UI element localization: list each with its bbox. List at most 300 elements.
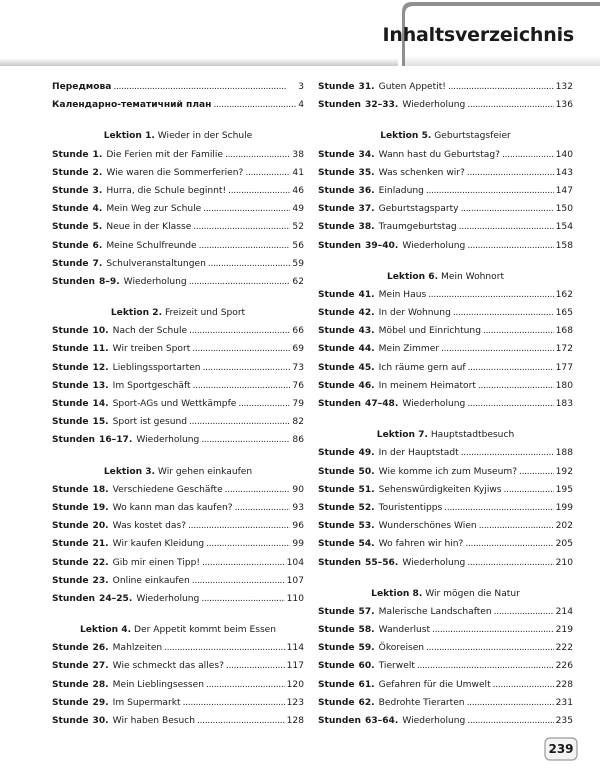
toc-entry[interactable] [318, 676, 573, 694]
entry-number: 6. [92, 240, 103, 251]
leader-dots [164, 639, 284, 657]
toc-entry[interactable] [318, 146, 573, 164]
page-ref: 93 [292, 502, 304, 513]
entry-label: Stunde [318, 679, 355, 690]
toc-entry[interactable] [52, 554, 304, 572]
entry-label: Stunde [52, 362, 89, 373]
leader-dots [467, 694, 554, 712]
toc-entry[interactable] [52, 572, 304, 590]
entry-label: Stunde [52, 716, 89, 726]
entry-title: Sport-AGs und Wettkämpfe [112, 399, 237, 409]
page-ref: 136 [555, 100, 573, 111]
entry-number: 5. [92, 222, 103, 233]
toc-entry[interactable] [52, 413, 304, 431]
entry-title: Wiederholung [402, 100, 466, 111]
page-ref: 154 [555, 222, 573, 233]
page-ref: 82 [292, 417, 304, 428]
entry-title: Wiederholung [402, 557, 466, 568]
toc-entry[interactable] [318, 359, 573, 377]
toc-entry[interactable] [318, 621, 573, 639]
entry-label: Stunde [318, 362, 355, 373]
entry-label: Stunde [52, 204, 89, 215]
leader-dots [467, 237, 553, 255]
page-ref: 228 [555, 679, 573, 690]
entry-label: Stunden [318, 716, 361, 726]
entry-number: 24–25. [99, 593, 133, 604]
entry-number: 50. [358, 466, 375, 477]
entry-title: Sport ist gesund [112, 417, 188, 428]
leader-dots [417, 657, 554, 675]
lesson-title: Hauptstadtbesuch [430, 430, 515, 441]
entry-number: 38. [358, 222, 375, 233]
leader-dots [432, 621, 554, 639]
toc-column-left [52, 78, 304, 730]
entry-number: 20. [92, 521, 109, 532]
entry-number: 11. [92, 344, 109, 355]
page-ref: 162 [555, 289, 573, 300]
entry-label: Stunde [318, 448, 355, 459]
toc-entry[interactable] [52, 237, 304, 255]
entry-title: Guten Appetit! [378, 82, 446, 92]
entry-label: Stunde [52, 417, 89, 428]
leader-dots [206, 676, 285, 694]
entry-number: 49. [358, 448, 375, 459]
leader-dots [201, 431, 290, 449]
toc-entry[interactable] [318, 340, 573, 358]
lesson-title: Mein Wohnort [441, 271, 505, 282]
entry-title: Nach der Schule [112, 326, 188, 337]
page-ref: 3 [298, 82, 304, 92]
entry-number: 14. [92, 399, 109, 409]
page-ref: 117 [286, 661, 304, 672]
lesson-heading [318, 426, 573, 444]
toc-entry[interactable] [318, 712, 573, 730]
toc-entry[interactable] [318, 182, 573, 200]
page-ref: 235 [555, 716, 573, 726]
page-ref: 165 [555, 308, 573, 319]
page-ref: 4 [298, 100, 304, 111]
toc-entry[interactable] [52, 535, 304, 553]
entry-label: Stunde [318, 344, 355, 355]
toc-entry[interactable] [318, 481, 573, 499]
toc-entry[interactable] [318, 218, 573, 236]
entry-label: Stunde [318, 308, 355, 319]
entry-title: Online einkaufen [112, 575, 190, 586]
entry-label: Stunde [318, 167, 355, 178]
toc-entry[interactable] [52, 499, 304, 517]
entry-label: Stunde [52, 149, 89, 160]
toc-entry[interactable] [52, 200, 304, 218]
lesson-groups-right [318, 127, 573, 730]
entry-label: Stunden [52, 593, 95, 604]
entry-label: Stunde [52, 167, 89, 178]
lesson-heading [318, 127, 573, 145]
entry-label: Stunde [52, 679, 89, 690]
page-ref: 210 [555, 557, 573, 568]
entry-label: Stunden [318, 240, 361, 251]
toc-entry[interactable] [318, 444, 573, 462]
entry-title: Wanderlust [378, 625, 431, 636]
page-ref: 128 [286, 716, 304, 726]
entry-number: 28. [92, 679, 109, 690]
page-ref: 79 [292, 399, 304, 409]
page-ref: 56 [292, 240, 304, 251]
entry-title: Wiederholung [123, 276, 187, 287]
toc-entry[interactable] [318, 499, 573, 517]
leader-dots [493, 676, 554, 694]
entry-title: Was kostet das? [112, 521, 187, 532]
toc-entry[interactable] [52, 639, 304, 657]
entry-label: Stunde [52, 222, 89, 233]
header-tab [0, 0, 600, 66]
entry-title: In der Wohnung [378, 308, 451, 319]
toc-entry[interactable] [318, 603, 573, 621]
entry-title: In meinem Heimatort [378, 380, 476, 391]
front-matter-title: Передмова [52, 82, 112, 92]
page-ref: 195 [555, 484, 573, 495]
entry-title: Wir kaufen Kleidung [112, 539, 205, 550]
entry-label: Stunde [318, 539, 355, 550]
entry-number: 59. [358, 643, 375, 654]
page-ref: 38 [292, 149, 304, 160]
page-ref: 180 [555, 380, 573, 391]
entry-number: 63–64. [365, 716, 399, 726]
toc-entry[interactable] [52, 255, 304, 273]
toc-entry[interactable] [318, 96, 573, 114]
entry-number: 53. [358, 521, 375, 532]
entry-label: Stunde [318, 289, 355, 300]
entry-number: 32–33. [365, 100, 399, 111]
entry-title: Die Ferien mit der Familie [106, 149, 224, 160]
leader-dots [479, 517, 554, 535]
leader-dots [183, 694, 285, 712]
leader-dots [448, 78, 554, 96]
toc-entry[interactable] [318, 535, 573, 553]
leader-dots [468, 359, 554, 377]
leader-dots [467, 395, 553, 413]
page-ref: 202 [555, 521, 573, 532]
toc-entry[interactable] [318, 657, 573, 675]
lesson-label: Lektion 1. [103, 131, 155, 142]
toc-entry[interactable] [52, 676, 304, 694]
entry-number: 8–9. [99, 276, 120, 287]
lesson-label: Lektion 7. [376, 430, 428, 441]
entry-title: In der Hauptstadt [378, 448, 459, 459]
page-ref: 123 [286, 697, 304, 708]
entry-label: Stunden [52, 276, 95, 287]
leader-dots [206, 535, 290, 553]
toc-entry[interactable] [318, 694, 573, 712]
page-ref: 231 [555, 697, 573, 708]
entry-number: 35. [358, 167, 375, 178]
entry-number: 61. [358, 679, 375, 690]
entry-title: Wir treiben Sport [112, 344, 191, 355]
entry-number: 2. [92, 167, 103, 178]
entry-number: 44. [358, 344, 375, 355]
entry-label: Stunde [318, 149, 355, 160]
entry-number: 31. [358, 82, 375, 92]
leader-dots [235, 499, 291, 517]
toc-entry[interactable] [318, 200, 573, 218]
entry-label: Stunde [52, 521, 89, 532]
leader-dots [208, 255, 291, 273]
entry-label: Stunde [52, 697, 89, 708]
toc-entry[interactable] [52, 657, 304, 675]
leader-dots [467, 164, 554, 182]
leader-dots [199, 237, 291, 255]
toc-entry[interactable] [52, 712, 304, 730]
entry-label: Stunde [52, 557, 89, 568]
front-matter-item[interactable] [52, 78, 304, 96]
page-ref: 62 [292, 276, 304, 287]
front-matter-item[interactable] [52, 96, 304, 114]
lesson-title: Freizeit und Sport [164, 308, 246, 319]
entry-number: 43. [358, 326, 375, 337]
leader-dots [202, 554, 285, 572]
toc-entry[interactable] [52, 273, 304, 291]
toc-entry[interactable] [318, 554, 573, 572]
entry-title: Lieblingssportarten [112, 362, 201, 373]
entry-title: Traumgeburtstag [378, 222, 457, 233]
toc-entry[interactable] [318, 322, 573, 340]
leader-dots [426, 182, 554, 200]
leader-dots [426, 639, 554, 657]
entry-label: Stunde [52, 326, 89, 337]
entry-number: 54. [358, 539, 375, 550]
entry-title: Wann hast du Geburtstag? [378, 149, 500, 160]
entry-label: Stunde [318, 185, 355, 196]
leader-dots [189, 413, 290, 431]
toc-entry[interactable] [52, 377, 304, 395]
toc-entry[interactable] [52, 395, 304, 413]
entry-number: 16–17. [99, 435, 133, 446]
leader-dots [189, 273, 291, 291]
leader-dots [428, 286, 553, 304]
entry-number: 47–48. [365, 399, 399, 409]
entry-number: 15. [92, 417, 109, 428]
lesson-heading [318, 268, 573, 286]
page-ref: 107 [286, 575, 304, 586]
entry-number: 51. [358, 484, 375, 495]
entry-label: Stunden [318, 399, 361, 409]
toc-entry[interactable] [52, 359, 304, 377]
entry-number: 45. [358, 362, 375, 373]
entry-number: 21. [92, 539, 109, 550]
lesson-label: Lektion 5. [380, 131, 432, 142]
entry-title: Hurra, die Schule beginnt! [106, 185, 227, 196]
entry-number: 62. [358, 697, 375, 708]
lesson-heading [52, 463, 304, 481]
entry-label: Stunden [52, 435, 95, 446]
entry-title: Mein Weg zur Schule [106, 204, 202, 215]
page-ref: 46 [292, 185, 304, 196]
entry-label: Stunde [52, 539, 89, 550]
lesson-continuation [318, 78, 573, 114]
toc-entry[interactable] [52, 590, 304, 608]
leader-dots [441, 340, 554, 358]
entry-label: Stunde [318, 380, 355, 391]
toc-entry[interactable] [318, 237, 573, 255]
lesson-label: Lektion 8. [371, 588, 423, 599]
toc-entry[interactable] [52, 322, 304, 340]
toc-entry[interactable] [52, 694, 304, 712]
entry-title: Wo kann man das kaufen? [112, 502, 233, 513]
lesson-groups-left [52, 127, 304, 730]
entry-label: Stunde [318, 204, 355, 215]
lesson-title: Wir mögen die Natur [425, 588, 520, 599]
lesson-heading [52, 304, 304, 322]
entry-title: Geburtstagsparty [378, 204, 459, 215]
entry-title: Sehenswürdigkeiten Kyjiws [378, 484, 502, 495]
lesson-label: Lektion 6. [386, 271, 439, 282]
leader-dots [193, 377, 291, 395]
page-ref: 226 [555, 661, 573, 672]
leader-dots [461, 200, 554, 218]
leader-dots [502, 146, 554, 164]
page-ref: 120 [286, 679, 304, 690]
entry-title: Mein Zimmer [378, 344, 440, 355]
leader-dots [203, 359, 291, 377]
toc-entry[interactable] [318, 78, 573, 96]
page-ref: 188 [555, 448, 573, 459]
entry-title: Gib mir einen Tipp! [112, 557, 201, 568]
entry-label: Stunde [318, 484, 355, 495]
leader-dots [494, 603, 554, 621]
entry-number: 18. [92, 484, 109, 495]
page-number-badge [544, 737, 578, 761]
leader-dots [483, 322, 554, 340]
page-ref: 41 [292, 167, 304, 178]
leader-dots [189, 322, 290, 340]
entry-title: Ich räume gern auf [378, 362, 466, 373]
leader-dots [192, 340, 290, 358]
entry-title: Wiederholung [136, 593, 200, 604]
leader-dots [461, 444, 554, 462]
toc-entry[interactable] [52, 146, 304, 164]
toc-entry[interactable] [52, 517, 304, 535]
toc-entry[interactable] [318, 639, 573, 657]
leader-dots [467, 554, 553, 572]
entry-title: Ökoreisen [378, 643, 425, 654]
entry-title: Mein Haus [378, 289, 427, 300]
entry-label: Stunden [318, 100, 361, 111]
entry-title: Was schenken wir? [378, 167, 465, 178]
entry-title: Wo fahren wir hin? [378, 539, 464, 550]
lesson-label: Lektion 2. [110, 308, 163, 319]
entry-title: Möbel und Einrichtung [378, 326, 481, 337]
lesson-label: Lektion 4. [79, 625, 132, 636]
page-ref: 177 [555, 362, 573, 373]
toc-entry[interactable] [52, 218, 304, 236]
entry-number: 57. [358, 606, 375, 617]
entry-number: 27. [92, 661, 109, 672]
page-ref: 140 [555, 149, 573, 160]
entry-title: Verschiedene Geschäfte [112, 484, 223, 495]
page-ref: 99 [292, 539, 304, 550]
entry-label: Stunde [52, 502, 89, 513]
page-title: Inhaltsverzeichnis [382, 24, 574, 46]
toc-column-right [318, 78, 573, 730]
entry-number: 7. [92, 258, 103, 269]
entry-title: Wunderschönes Wien [378, 521, 477, 532]
entry-title: Im Supermarkt [112, 697, 181, 708]
entry-label: Stunde [52, 258, 89, 269]
entry-title: Im Sportgeschäft [112, 380, 191, 391]
leader-dots [113, 78, 296, 96]
entry-title: Bedrohte Tierarten [378, 697, 465, 708]
entry-title: Meine Schulfreunde [106, 240, 197, 251]
leader-dots [459, 218, 554, 236]
leader-dots [201, 590, 284, 608]
entry-number: 55–56. [365, 557, 399, 568]
lesson-label: Lektion 3. [103, 466, 156, 477]
toc-entry[interactable] [52, 182, 304, 200]
entry-title: Wiederholung [402, 240, 466, 251]
entry-number: 36. [358, 185, 375, 196]
entry-title: Wir haben Besuch [112, 716, 196, 726]
entry-number: 22. [92, 557, 109, 568]
toc-entry[interactable] [318, 164, 573, 182]
toc-entry[interactable] [52, 431, 304, 449]
entry-number: 1. [92, 149, 103, 160]
leader-dots [203, 200, 290, 218]
page-ref: 147 [555, 185, 573, 196]
leader-dots [213, 96, 296, 114]
page-ref: 73 [292, 362, 304, 373]
entry-label: Stunde [52, 240, 89, 251]
entry-label: Stunde [52, 484, 89, 495]
entry-title: Wie komme ich zum Museum? [378, 466, 518, 477]
page-ref: 96 [292, 521, 304, 532]
entry-title: Wiederholung [136, 435, 200, 446]
lesson-heading [318, 585, 573, 603]
entry-label: Stunde [52, 661, 89, 672]
toc-entry[interactable] [52, 164, 304, 182]
page-ref: 104 [286, 557, 304, 568]
entry-title: Mein Lieblingsessen [112, 679, 204, 690]
leader-dots [192, 572, 285, 590]
page-ref: 150 [555, 204, 573, 215]
entry-number: 29. [92, 697, 109, 708]
entry-label: Stunden [318, 557, 361, 568]
leader-dots [225, 146, 290, 164]
toc-entry[interactable] [318, 517, 573, 535]
entry-number: 52. [358, 502, 375, 513]
toc-entry[interactable] [318, 395, 573, 413]
leader-dots [444, 499, 553, 517]
leader-dots [228, 182, 290, 200]
toc-entry[interactable] [318, 463, 573, 481]
leader-dots [453, 304, 554, 322]
entry-label: Stunde [318, 502, 355, 513]
entry-label: Stunde [318, 661, 355, 672]
page-ref: 172 [555, 344, 573, 355]
page-ref: 52 [292, 222, 304, 233]
entry-number: 4. [92, 204, 103, 215]
lesson-title: Wir gehen einkaufen [157, 466, 253, 477]
entry-title: Einladung [378, 185, 424, 196]
toc-entry[interactable] [52, 481, 304, 499]
toc-entry[interactable] [318, 286, 573, 304]
toc-entry[interactable] [52, 340, 304, 358]
leader-dots [238, 395, 290, 413]
toc-entry[interactable] [318, 304, 573, 322]
page-ref: 183 [555, 399, 573, 409]
entry-number: 39–40. [365, 240, 399, 251]
entry-title: Wie schmeckt das alles? [112, 661, 224, 672]
toc-entry[interactable] [318, 377, 573, 395]
entry-title: Touristentipps [378, 502, 443, 513]
